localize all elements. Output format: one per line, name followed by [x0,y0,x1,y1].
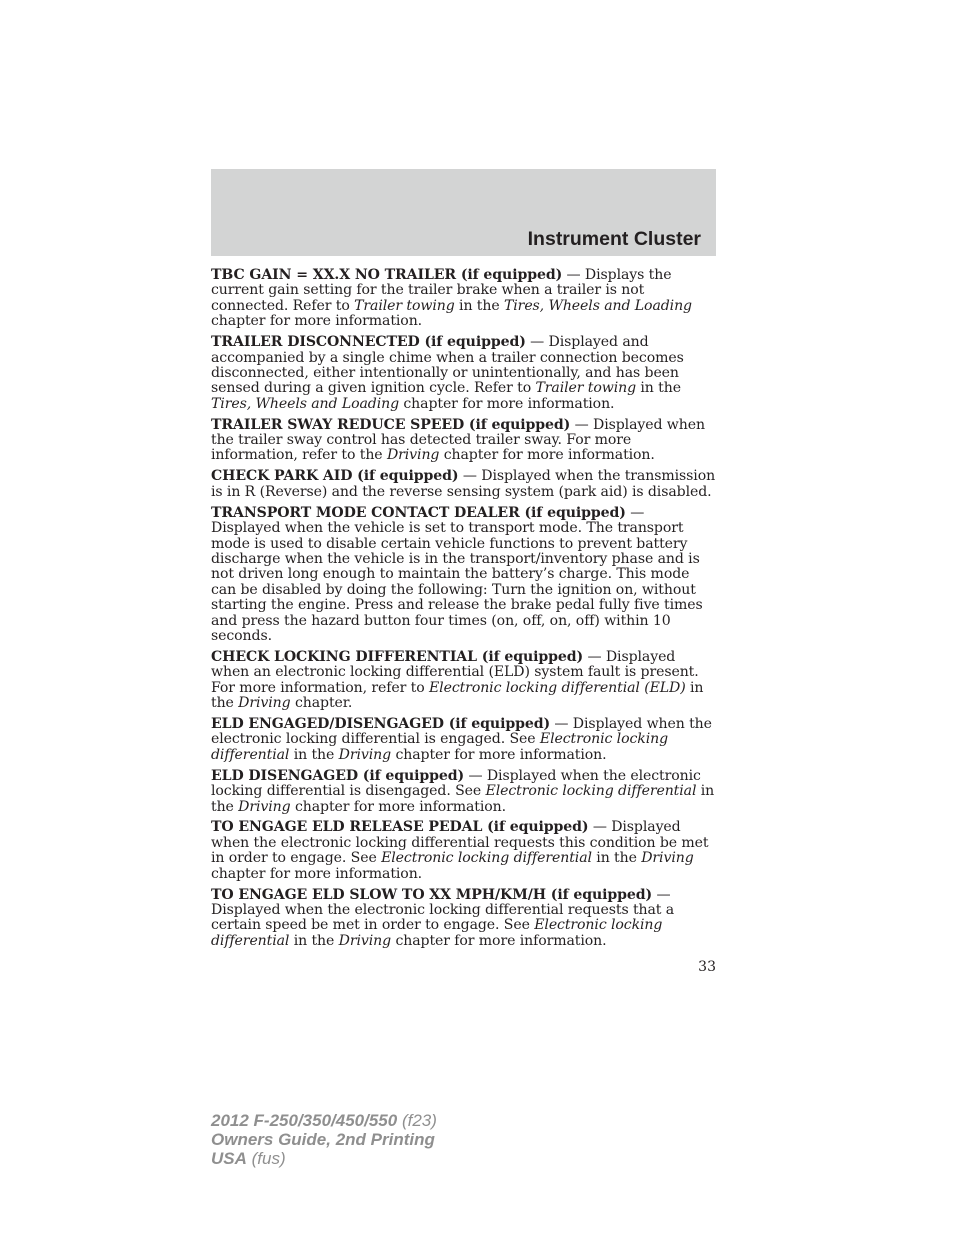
message-term: ELD ENGAGED/DISENGAGED (if equipped) [211,715,551,732]
message-entry [211,418,716,464]
message-description: in the [289,932,339,949]
footer-guide: Owners Guide, 2nd Printing [211,1130,435,1149]
message-term: ELD DISENGAGED (if equipped) [211,767,465,784]
footer-region-code: (fus) [246,1149,286,1168]
message-entry [211,469,716,500]
message-entry [211,820,716,882]
message-description: — Displayed when the electronic locking differential is engaged. See [211,715,712,748]
footer-region: USA [211,1149,247,1168]
page-body [211,268,716,955]
cross-reference: Tires, Wheels and Loading [503,297,692,314]
message-term: TRAILER DISCONNECTED (if equipped) [211,334,526,351]
cross-reference: Electronic locking differential [211,917,663,949]
cross-reference: Driving [238,798,291,815]
message-entry [211,888,716,950]
message-description: — Displayed when an electronic locking differential (ELD) system fault is present. For more information, refer to [211,648,699,696]
message-entry [211,650,716,712]
cross-reference: Electronic locking differential [485,783,697,800]
message-term: CHECK LOCKING DIFFERENTIAL (if equipped) [211,648,584,665]
chapter-header-band [211,169,716,256]
message-entry [211,717,716,763]
message-description: in the [454,297,504,314]
cross-reference: Driving [338,932,392,949]
footer-model: 2012 F-250/350/450/550 [211,1111,398,1130]
cross-reference: Electronic locking differential [381,850,592,867]
message-term: CHECK PARK AID (if equipped) [211,468,459,485]
message-description: — Displayed when the electronic locking differential requests that a certain speed be met in order to engage. See [211,886,675,934]
message-description: — Displayed when the vehicle is set to transport mode. The transport mode is used to disable certain vehicle functions to prevent battery discharge when the vehicle is in the transport/inventory phase and is not driven long enough to maintain the battery’s charge. This mode can be disabled by doing the following: Turn the ignition on, without starting the engine. Press and release the brake pedal fully five times and press the hazard button four times (on, off, on, off) within 10 seconds. [211,504,703,644]
cross-reference: Driving [386,447,440,464]
message-description: — Displayed when the electronic locking differential requests this condition be met in order to engage. See [211,819,709,867]
message-entry [211,769,716,815]
footer-model-code: (f23) [397,1111,437,1130]
cross-reference: Trailer towing [354,297,455,314]
message-description: — Displays the current gain setting for the trailer brake when a trailer is not connected. Refer to [211,267,672,314]
cross-reference: Electronic locking differential (ELD) [428,679,686,696]
message-description: chapter for more information. [391,932,607,949]
cross-reference: Tires, Wheels and Loading [211,395,399,412]
message-description: chapter for more information. [399,395,615,412]
message-term: TRAILER SWAY REDUCE SPEED (if equipped) [211,416,571,433]
message-description: chapter for more information. [211,313,423,330]
message-description: chapter for more information. [391,746,607,763]
message-description: chapter for more information. [211,865,423,882]
cross-reference: Driving [338,746,392,763]
message-entry [211,268,716,330]
message-entry [211,506,716,645]
message-description: — Displayed when the transmission is in R (Reverse) and the reverse sensing system (park aid) is disabled. [211,468,716,500]
message-description: — Displayed and accompanied by a single chime when a trailer connection becomes disconnected, either intentionally or unintentionally, and has been sensed during a given ignition cycle. Refer to [211,334,684,397]
message-description: — Displayed when the trailer sway control has detected trailer sway. For more information, refer to the [211,416,705,464]
message-description: in the [636,380,681,397]
message-description: chapter for more information. [290,798,507,815]
cross-reference: Driving [641,850,694,867]
message-description: in the [211,679,704,712]
message-description: chapter for more information. [439,447,655,464]
message-description: chapter. [290,695,353,712]
message-description: — Displayed when the electronic locking differential is disengaged. See [211,767,701,800]
message-description: in the [289,746,339,763]
document-footer [211,1111,437,1168]
cross-reference: Electronic locking differential [211,731,668,763]
page-number: 33 [698,959,716,975]
cross-reference: Driving [238,695,291,712]
message-term: TBC GAIN = XX.X NO TRAILER (if equipped) [211,267,563,283]
message-entry [211,335,716,412]
footer-line-model [211,1111,437,1130]
message-term: TO ENGAGE ELD RELEASE PEDAL (if equipped) [211,819,589,836]
message-description: in the [591,850,642,867]
cross-reference: Trailer towing [535,380,637,397]
footer-line-region [211,1149,437,1168]
message-description: in the [211,783,715,815]
message-term: TO ENGAGE ELD SLOW TO XX MPH/KM/H (if equipped) [211,886,653,903]
message-term: TRANSPORT MODE CONTACT DEALER (if equipped) [211,504,626,521]
chapter-title: Instrument Cluster [527,228,701,250]
